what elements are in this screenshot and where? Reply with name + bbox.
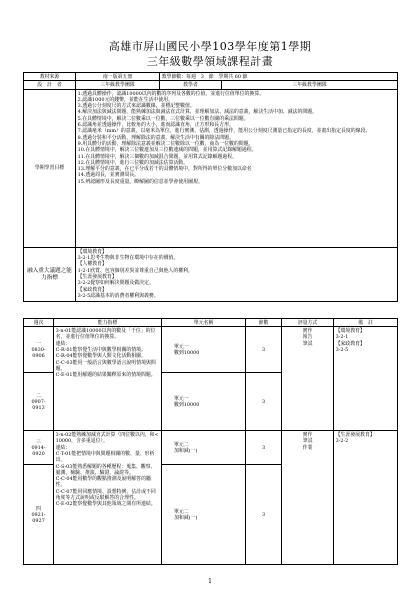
notes-cell: 【環境教育】 3-2-1 【家政教育】 3-2-5 — [334, 327, 398, 431]
objective-item: 2.認識1000元的錢幣，並能在生活中使用。 — [77, 96, 173, 103]
assessment-header: 評量方式 — [282, 319, 334, 327]
assessment-cell: 實作 筆試 作業 — [282, 431, 334, 565]
issues-row — [24, 248, 398, 302]
materials-value: 南一版第五冊 — [76, 73, 160, 81]
periods-cell: 3 — [246, 327, 282, 373]
objectives-label: 學期學習目標 — [24, 89, 76, 247]
weekly-plan-table — [23, 318, 398, 565]
teaching-hours: 教學節數：每週 3 節 學期共 60 節 — [160, 73, 398, 81]
objective-item: 10.在具體情境中，解決三位數連加及三位數連減的問題，並用算式記錄解題過程。 — [77, 147, 257, 154]
issue-item: 【生涯發展教育】 — [77, 273, 117, 280]
assessment-cell: 實作 報告 筆試 — [282, 327, 334, 431]
teacher-label: 教學者 — [160, 81, 222, 89]
materials-label: 教材來源 — [24, 73, 76, 81]
unit-header: 單元名稱 — [162, 319, 246, 327]
objective-item: 12.在具體情境中，進行三位數的加減法估算活動。 — [77, 159, 189, 166]
designer-row — [24, 81, 398, 89]
objectives-row — [24, 89, 398, 247]
materials-row — [24, 73, 398, 81]
objective-item: 1.透過具體操作，認識10000以內的數的序列及各數的位值，並進行位值單位的換算。 — [77, 90, 265, 97]
periods-cell: 3 — [246, 373, 282, 431]
issues-label: 融入重大議題之能力指標 — [24, 248, 76, 302]
objective-item: 3.透過公分刻度尺的方式來認識數線，並標記整數值。 — [77, 103, 195, 110]
designer-label: 設 計 者 — [24, 81, 76, 89]
issue-item: 1-2-1欣賞、包容個別差異並尊重自己與他人的權利。 — [77, 267, 193, 274]
unit-cell: 單元二 加和減(一) — [162, 431, 246, 465]
objectives-list — [76, 89, 398, 247]
objective-item: 9.用具體分的活動，理解除法意義並解決二位數除以一位數，商為一位數的問題。 — [77, 140, 254, 147]
ability-cell: 3-n-02能熟練加減直式計算（四位數以內，和<10000，含多重退位）。 連結： C-T-01能把情境中與問題相關的數、量、形析出。 C-S-03能熟悉解題的各種歷程：蒐集、觀察、臆測、檢驗、推演、驗證、論證等。 C-C-04能用數學的觀點推測及說明解答的屬性。 C-C-07能用回應情境、設想特例、估計或不同角度等方式說明或反駁解答的合理性。 C-E-02能察覺數學與其他領域之間有所連結。 — [54, 431, 162, 565]
course-info-table — [23, 72, 398, 302]
unit-cell: 單元二 加和減(一) — [162, 465, 246, 565]
unit-cell: 單元一 數到10000 — [162, 373, 246, 431]
unit-cell: 單元一 數到10000 — [162, 327, 246, 373]
objective-item: 6.認識角並透過操作，比較角的大小，進而認識直角，正方形和長方形。 — [77, 122, 234, 129]
issue-item: 【人權教育】 — [77, 261, 107, 268]
issue-item: 3-2-1思考生物與非生物在環境中存在的價值。 — [77, 255, 179, 262]
objective-item: 15.辨認圖形及長度重量。瞭解圖的信息並學會使用圖規。 — [77, 178, 203, 185]
notes-header: 備 註 — [334, 319, 398, 327]
periods-cell: 3 — [246, 431, 282, 465]
week-cell: 一 0830- 0906 — [24, 327, 54, 373]
notes-cell: 【生涯發展教育】 3-2-2 — [334, 431, 398, 565]
objective-item: 8.透過分裝和平分活動，理解除法的意義，解決生活中有關的除法問題。 — [77, 134, 234, 141]
objective-item: 4.解決加法與減法問題，能熟練加法與減法直式計算，並理解加法、減法的意義，解決生活中加、減法的問題。 — [77, 109, 318, 116]
objective-item: 11.在具體情境中，解決三個數的加減混合問題，並用算式記錄解題過程。 — [77, 153, 237, 160]
ability-header: 能力指標 — [54, 319, 162, 327]
objective-item: 7.認識毫米（mm）的意義，以毫米為單位，進行實測、估測，透過操作，能用公分刻度尺測量已指定的長度，並畫出指定長度的線段。 — [77, 128, 371, 135]
document-title: 高雄市屏山國民小學103學年度第1學期 — [108, 40, 312, 53]
issue-item: 【環境教育】 — [77, 248, 107, 255]
periods-cell: 3 — [246, 465, 282, 565]
document-subtitle: 三年級數學領域課程計畫 — [146, 55, 274, 68]
issue-item: 3-2-5認識基本的消費者權利與義務。 — [77, 292, 159, 299]
week-cell: 四 0921- 0927 — [24, 465, 54, 565]
designer-value: 三年級教學團隊 — [76, 81, 160, 89]
week-header: 週次 — [24, 319, 54, 327]
ability-cell: 3-n-01能認識10000以內的數及「千位」的位名，並進行位值單位的換算。 連結： C-R-01能察覺生活中與數學相關的情境。 C-R-04能察覺數學與人類文化活動相關。 C-C-03能用一般語言與數學語言說明情境與問題。 C-E-01能用解題的結果闡釋原來的情境問題。 — [54, 327, 162, 431]
objective-item: 13.理解平分的意義，在已平分成若干的具體情境中，對所得的單位分數加以命名 — [77, 166, 252, 173]
objective-item: 5.在具體情境中，解決二位數乘以一位數，三位數乘以一位數有關的乘法問題。 — [77, 115, 249, 122]
week-cell: 三 0914- 0920 — [24, 431, 54, 465]
plan-header-row — [24, 319, 398, 327]
objective-item: 14.透過周長，並實測周長。 — [77, 172, 140, 179]
teacher-value: 三年級教學團隊 — [222, 81, 398, 89]
issue-item: 【家政教育】 — [77, 286, 107, 293]
page-number: 1 — [208, 578, 212, 585]
periods-header: 節數 — [246, 319, 282, 327]
table-row — [24, 327, 398, 373]
issues-list — [76, 248, 398, 302]
table-row — [24, 431, 398, 465]
week-cell: 二 0907- 0913 — [24, 373, 54, 431]
issue-item: 3-2-2覺察如何解決問題及做決定。 — [77, 280, 154, 287]
